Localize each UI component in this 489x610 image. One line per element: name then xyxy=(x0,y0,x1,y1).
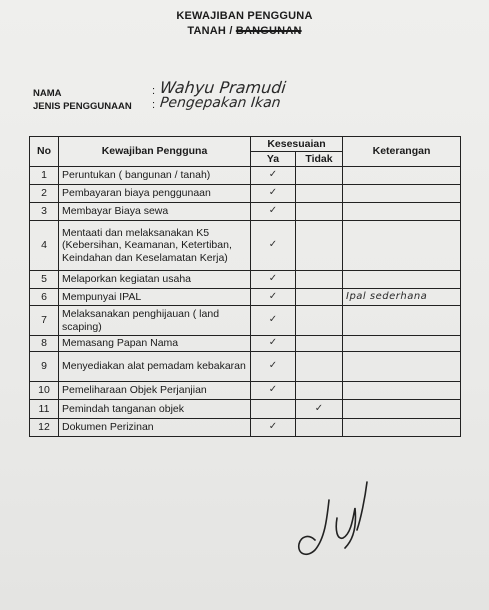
check-ya: ✓ xyxy=(251,271,296,289)
table-row xyxy=(30,352,461,382)
check-ya: ✓ xyxy=(251,306,296,336)
check-tidak xyxy=(296,352,343,382)
check-ya: ✓ xyxy=(251,289,296,306)
table-row xyxy=(30,203,461,221)
row-keterangan xyxy=(343,400,461,419)
header-no: No xyxy=(30,137,59,167)
check-tidak xyxy=(296,336,343,352)
check-ya: ✓ xyxy=(251,382,296,400)
handwritten-signature-icon xyxy=(295,478,385,568)
header-tidak: Tidak xyxy=(296,152,343,167)
nama-colon: : xyxy=(152,85,156,97)
table-row xyxy=(30,419,461,437)
row-number: 1 xyxy=(30,167,59,185)
header-ya: Ya xyxy=(251,152,296,167)
row-item: Melaporkan kegiatan usaha xyxy=(59,271,251,289)
table-row xyxy=(30,221,461,271)
check-tidak xyxy=(296,271,343,289)
check-ya: ✓ xyxy=(251,221,296,271)
jenis-colon: : xyxy=(152,99,156,111)
row-item: Dokumen Perizinan xyxy=(59,419,251,437)
table-row xyxy=(30,167,461,185)
row-keterangan xyxy=(343,185,461,203)
check-ya xyxy=(251,400,296,419)
check-ya: ✓ xyxy=(251,203,296,221)
row-keterangan xyxy=(343,167,461,185)
row-keterangan xyxy=(343,306,461,336)
check-ya: ✓ xyxy=(251,167,296,185)
row-number: 10 xyxy=(30,382,59,400)
check-tidak xyxy=(296,382,343,400)
check-tidak xyxy=(296,167,343,185)
row-number: 2 xyxy=(30,185,59,203)
row-item: Pemindah tanganan objek xyxy=(59,400,251,419)
title-line-2-prefix: TANAH / xyxy=(187,25,236,37)
table-row xyxy=(30,185,461,203)
row-item: Mentaati dan melaksanakan K5 (Kebersihan, Keamanan, Ketertiban, Keindahan dan Keselamatan Kerja) xyxy=(59,221,251,271)
header-keterangan: Keterangan xyxy=(343,137,461,167)
row-number: 12 xyxy=(30,419,59,437)
row-number: 6 xyxy=(30,289,59,306)
row-number: 5 xyxy=(30,271,59,289)
row-item: Memasang Papan Nama xyxy=(59,336,251,352)
check-ya: ✓ xyxy=(251,419,296,437)
check-tidak xyxy=(296,289,343,306)
jenis-penggunaan-label: JENIS PENGGUNAAN xyxy=(33,101,132,112)
row-item: Membayar Biaya sewa xyxy=(59,203,251,221)
row-keterangan xyxy=(343,221,461,271)
row-item: Mempunyai IPAL xyxy=(59,289,251,306)
row-item: Peruntukan ( bangunan / tanah) xyxy=(59,167,251,185)
check-ya: ✓ xyxy=(251,352,296,382)
row-item: Pemeliharaan Objek Perjanjian xyxy=(59,382,251,400)
row-number: 9 xyxy=(30,352,59,382)
row-keterangan xyxy=(343,336,461,352)
row-item: Pembayaran biaya penggunaan xyxy=(59,185,251,203)
kewajiban-table xyxy=(29,136,461,437)
nama-label: NAMA xyxy=(33,88,62,99)
row-keterangan: Ipal sederhana xyxy=(343,289,461,306)
row-number: 7 xyxy=(30,306,59,336)
table-row xyxy=(30,400,461,419)
row-number: 3 xyxy=(30,203,59,221)
row-number: 8 xyxy=(30,336,59,352)
row-keterangan xyxy=(343,203,461,221)
check-ya: ✓ xyxy=(251,185,296,203)
title-line-1: KEWAJIBAN PENGGUNA xyxy=(176,10,313,22)
header-kesesuaian: Kesesuaian xyxy=(251,137,343,152)
check-tidak xyxy=(296,306,343,336)
check-ya: ✓ xyxy=(251,336,296,352)
row-item: Menyediakan alat pemadam kebakaran xyxy=(59,352,251,382)
row-keterangan xyxy=(343,352,461,382)
row-number: 11 xyxy=(30,400,59,419)
check-tidak xyxy=(296,203,343,221)
title-line-2 xyxy=(0,24,489,39)
check-tidak: ✓ xyxy=(296,400,343,419)
table-row xyxy=(30,306,461,336)
document-title xyxy=(0,9,489,39)
check-tidak xyxy=(296,221,343,271)
table-row xyxy=(30,271,461,289)
row-keterangan xyxy=(343,382,461,400)
table-row xyxy=(30,336,461,352)
jenis-penggunaan-value: Pengepakan Ikan xyxy=(159,95,282,111)
check-tidak xyxy=(296,419,343,437)
row-item: Melaksanakan penghijauan ( land scaping) xyxy=(59,306,251,336)
row-keterangan xyxy=(343,271,461,289)
check-tidak xyxy=(296,185,343,203)
title-line-2-struck: BANGUNAN xyxy=(235,25,302,37)
table-row xyxy=(30,382,461,400)
row-keterangan xyxy=(343,419,461,437)
row-number: 4 xyxy=(30,221,59,271)
table-row xyxy=(30,289,461,306)
nama-value: Wahyu Pramudi xyxy=(159,78,287,97)
header-kewajiban: Kewajiban Pengguna xyxy=(59,137,251,167)
